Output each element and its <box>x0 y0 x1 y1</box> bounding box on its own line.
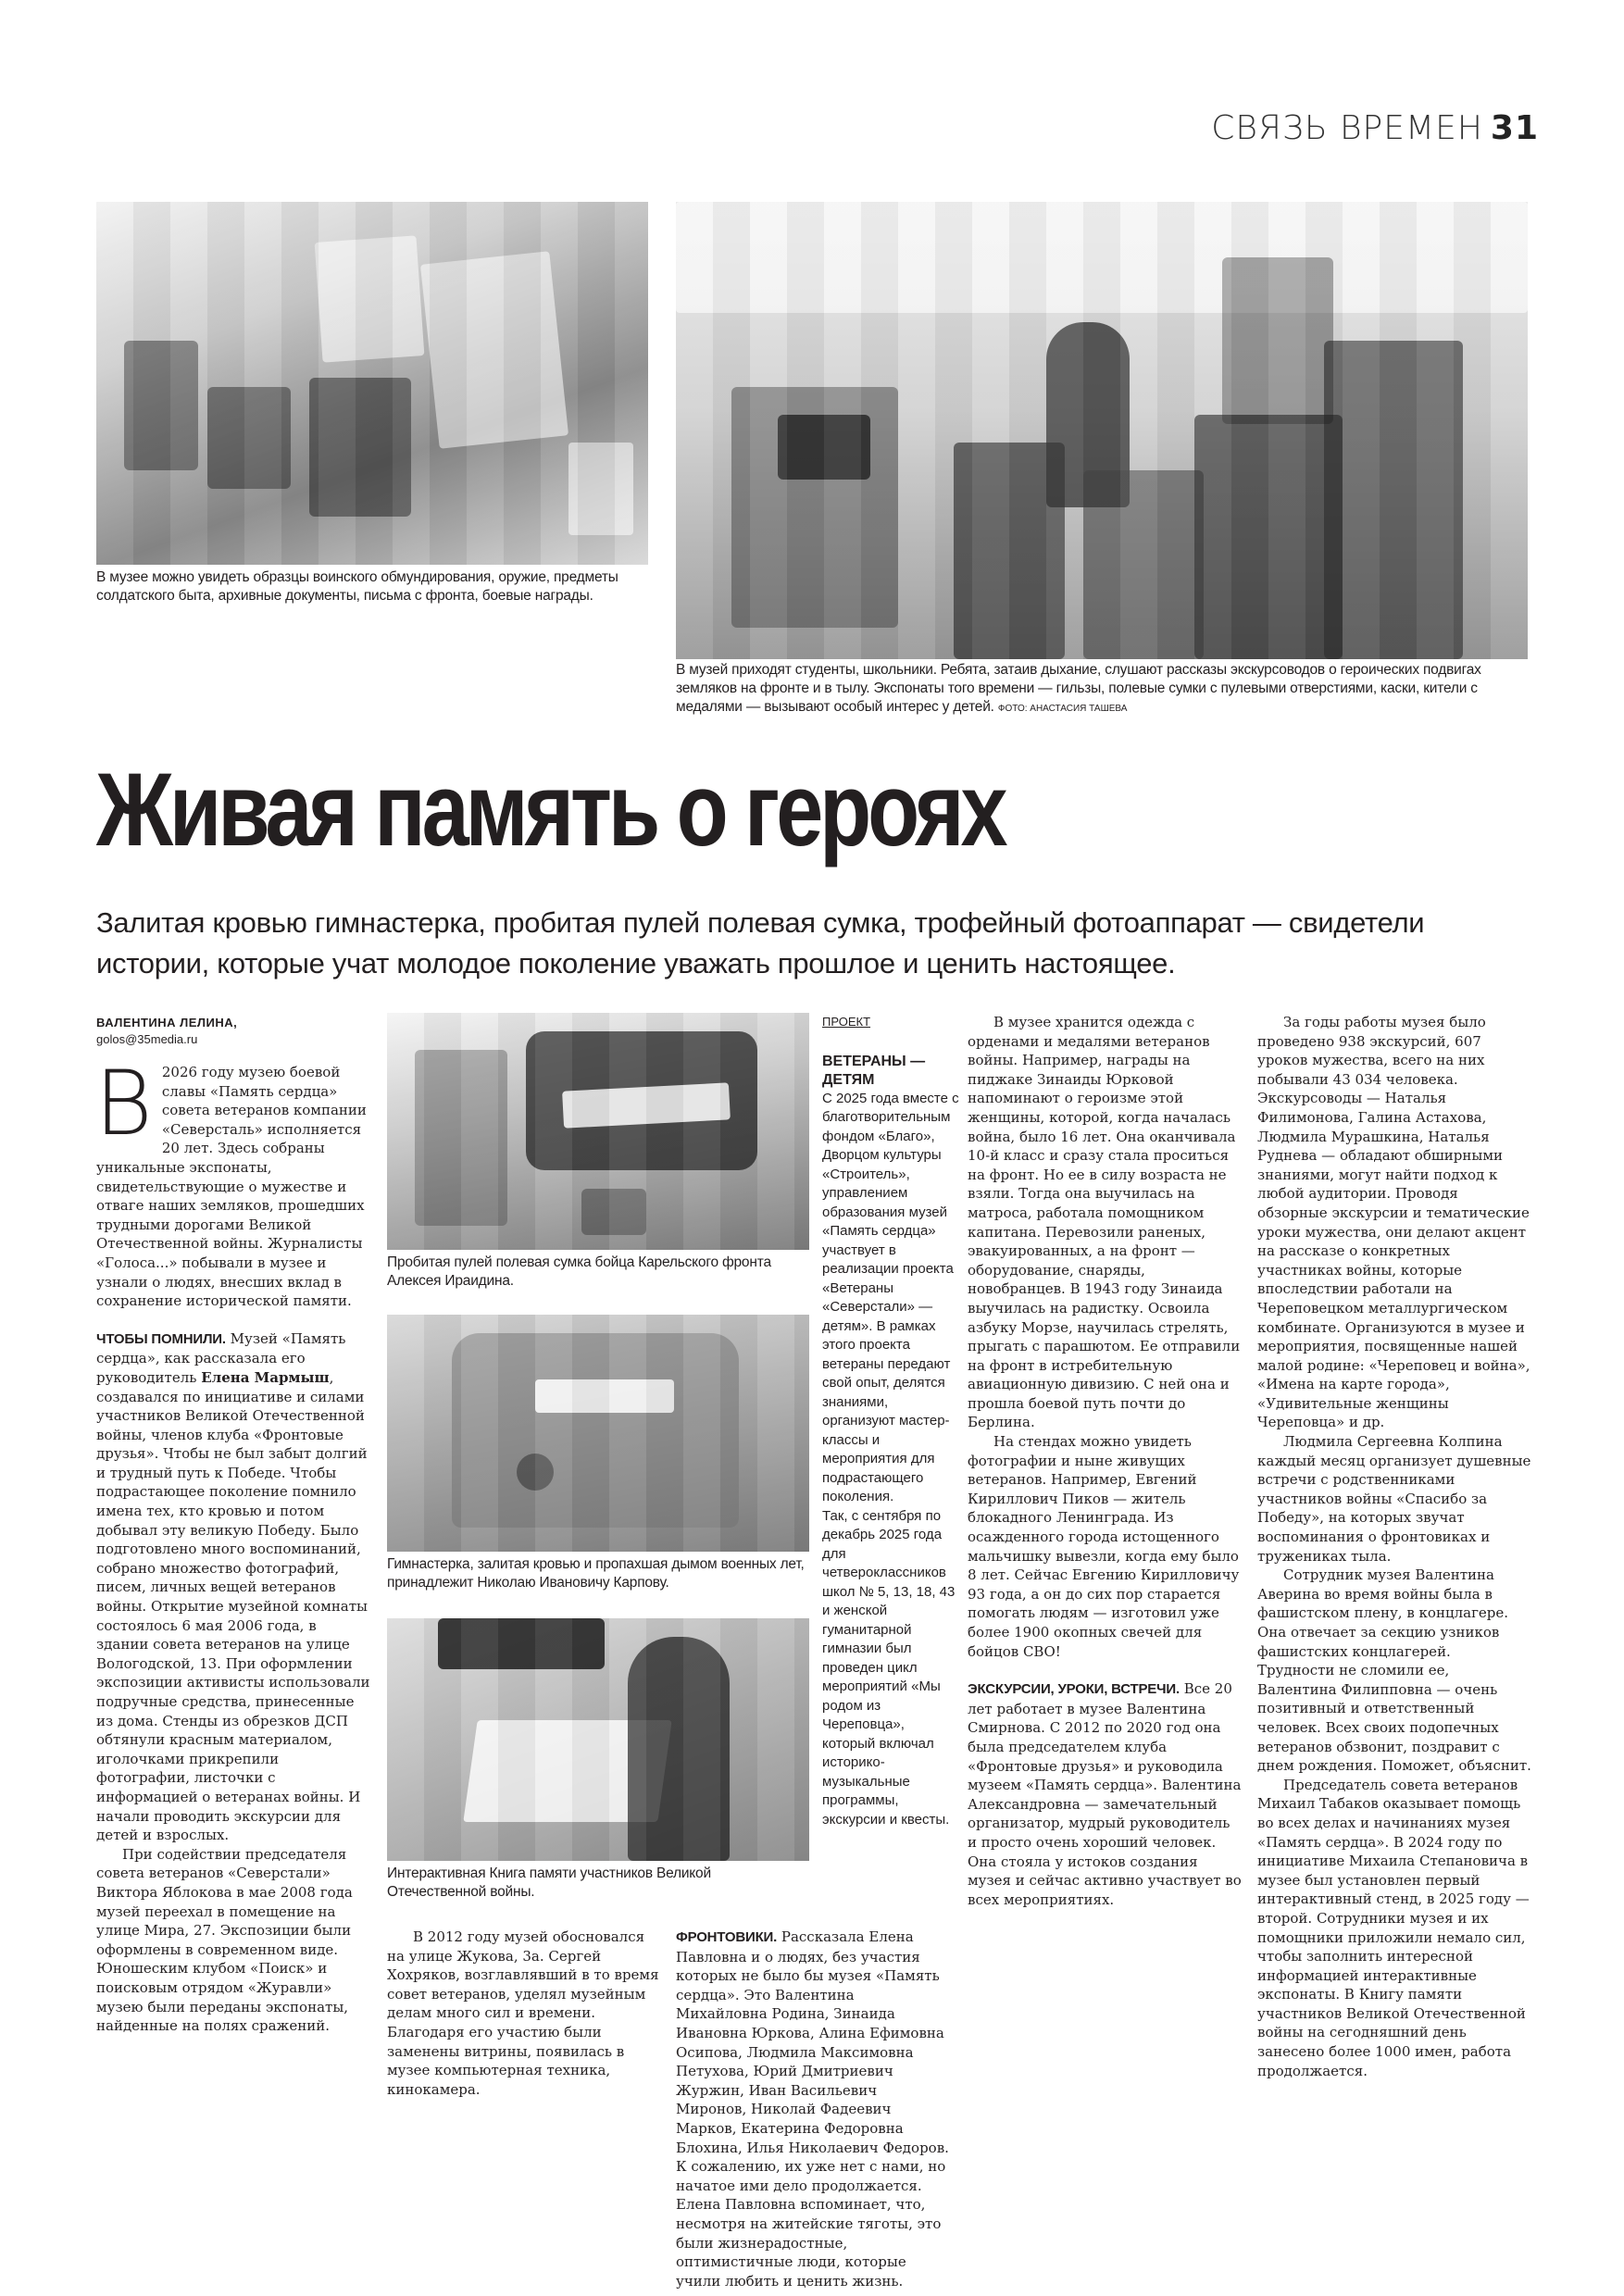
paragraph-pikov: На стендах можно увидеть фотографии и ныне живущих ветеранов. Например, Евгений Кириллович Пиков — житель блокадного Ленинграда. Из осажденного города истощенного мальчишку вывезли, когда ему было 8 лет. Сейчас Евгению Кирилловичу 93 года, а он до сих пор старается помогать людям — изготовил уже более 1900 окопных свечей для бойцов СВО! <box>968 1433 1240 1660</box>
article-column-5 <box>1257 1013 1531 2161</box>
paragraph-tabakov: Председатель совета ветеранов Михаил Табаков оказывает помощь во всех делах и начинаниях музея «Память сердца». В 2024 году по инициативе Михаила Степановича в музее был установлен первый интерактивный стенд, в 2025 году — второй. Сотрудники музея и их помощники приложили немало сил, чтобы заполнить интересной информацией интерактивные экспонаты. В Книгу памяти участников Великой Отечественной войны на сегодняшний день занесено более 1000 имен, работа продолжается. <box>1257 1776 1530 2079</box>
article-column-3-bottom <box>676 1928 950 2290</box>
paragraph-statistics: За годы работы музея было проведено 938 экскурсий, 607 уроков мужества, всего на них побывали 43 034 человека. Экскурсоводы — Наталья Филимонова, Галина Астахова, Людмила Мурашкина, Наталья Руднева — обладают обширными знаниями, могут найти подход к любой аудитории. Проводя обзорные экскурсии и тематические уроки мужества, они делают акцент на рассказе о конкретных участниках войны, которые впоследствии работали на Череповецком металлургическом комбинате. Организуются в музее и мероприятия, посвященные нашей малой родине: «Череповец и война», «Имена на карте города», «Удивительные женщины Череповца» и др. <box>1257 1014 1530 1431</box>
sidebar-project <box>822 1013 961 1829</box>
sidebar-body-2: Так, с сентября по декабрь 2025 года для четвероклассников школ № 5, 13, 18, 43 и женской гуманитарной гимназии был проведен цикл мероприятий «Мы родом из Череповца», который включал историко-музыкальные программы, экскурсии и квесты. <box>822 1507 956 1828</box>
section-chtoby-pomnili: ЧТОБЫ ПОМНИЛИ. Музей «Память сердца», как рассказала его руководитель Елена Мармыш, создавался по инициативе и силами участников Великой Отечественной войны, членов клуба «Фронтовые друзья». Чтобы не был забыт долгий и трудный путь к Победе. Чтобы подрастающее поколение помнило имена тех, кто кровью и потом добывал эту великую Победу. Было подготовлено много воспоминаний, собрано множество фотографий, писем, личных вещей ветеранов войны. Открытие музейной комнаты состоялось 6 мая 2006 года, в здании совета ветеранов на улице Вологодской, 13. При оформлении экспозиции активисты использовали подручные средства, принесенные из дома. Стенды из обрезков ДСП обтянули красным материалом, иголочками прикрепили фотографии, листочки с информацией о ветеранах войны. И начали проводить экскурсии для детей и взрослых. <box>96 1329 370 1844</box>
paragraph-2012: В 2012 году музей обосновался на улице Жукова, 3а. Сергей Хохряков, возглавлявший в то время совет ветеранов, уделял музейным делам много сил и времени. Благодаря его участию были заменены витрины, появилась в музее компьютерная техника, кинокамера. <box>387 1928 659 2098</box>
intro-paragraph: В 2026 году музею боевой славы «Память сердца» совета ветеранов компании «Северсталь» исполняется 20 лет. Здесь собраны уникальные экспонаты, свидетельствующие о мужестве и отваге наших земляков, прошедших трудными дорогами Великой Отечественной войны. Журналисты «Голоса...» побывали в музее и узнали о людях, внесших вклад в сохранение исторической памяти. <box>94 1052 367 1310</box>
section-title: СВЯЗЬ ВРЕМЕН <box>1211 109 1483 147</box>
section-frontoviki-start: ФРОНТОВИКИ. Рассказала Елена Павловна и о людях, без участия которых не было бы музея «Память сердца». Это Валентина Михайловна Родина, Зинаида Ивановна Юркова, Алина Ефимовна Осипова, Людмила Максимовна Петухова, Юрий Дмитриевич Журжин, Иван Васильевич Миронов, Николай Фадеевич Марков, Екатерина Федоровна Блохина, Илья Николаевич Федоров. К сожалению, их уже нет с нами, но начатое ими дело продолжается. Елена Павловна вспоминает, что, несмотря на житейские тяготы, это были жизнерадостные, оптимистичные люди, которые учили любить и ценить жизнь. <box>676 1928 949 2290</box>
caption-interactive-stand: Интерактивная Книга памяти участников Великой Отечественной войны. <box>387 1866 711 1900</box>
section-rubric <box>1211 109 1539 147</box>
subhead-frontoviki: ФРОНТОВИКИ. <box>676 1929 778 1945</box>
photo-credit: ФОТО: АНАСТАСИЯ ТАШЕВА <box>997 704 1128 714</box>
sidebar-kicker: ПРОЕКТ <box>822 1015 871 1029</box>
sidebar-body: С 2025 года вместе с благотворительным фондом «Благо», Дворцом культуры «Строитель», управлением образования музей «Память сердца» участвует в реализации проекта «Ветераны «Северстали» — детям». В рамках этого проекта ветераны передают свой опыт, делятся знаниями, организуют мастер-классы и мероприятия для подрастающего поколения. <box>822 1090 959 1504</box>
paragraph-averina: Сотрудник музея Валентина Аверина во время войны была в фашистском плену, в концлагере. Она отвечает за секцию узников фашистских концлагерей. Трудности не сломили ее, Валентина Филипповна — очень позитивный и ответственный человек. Всех своих подопечных ветеранов обзвонит, поздравит с днем рождения. Поможет, объяснит. <box>1257 1566 1531 1775</box>
article-column-1 <box>94 1052 370 2036</box>
paragraph-kolpina: Людмила Сергеевна Колпина каждый месяц организует душевные встречи с родственниками участников войны «Спасибо за Победу», на которых звучат воспоминания о фронтовиках и тружениках тыла. <box>1257 1433 1531 1565</box>
author-name: ВАЛЕНТИНА ЛЕЛИНА, <box>96 1016 238 1029</box>
photo-display-case <box>96 202 648 565</box>
subhead-excursions: ЭКСКУРСИИ, УРОКИ, ВСТРЕЧИ. <box>968 1681 1180 1698</box>
headline: Живая память о героях <box>96 752 1005 867</box>
byline <box>96 1015 237 1048</box>
subhead-chtoby-pomnili: ЧТОБЫ ПОМНИЛИ. <box>96 1330 226 1347</box>
caption-field-bag: Пробитая пулей полевая сумка бойца Карельского фронта Алексея Ираидина. <box>387 1254 771 1289</box>
page-number: 31 <box>1490 109 1539 147</box>
photo-interactive-stand <box>387 1618 809 1861</box>
caption-display-case: В музее можно увидеть образцы воинского обмундирования, оружие, предметы солдатского быта, архивные документы, письма с фронта, боевые награды. <box>96 569 618 604</box>
sidebar-title: ВЕТЕРАНЫ — ДЕТЯМ <box>822 1053 926 1088</box>
section-excursions: ЭКСКУРСИИ, УРОКИ, ВСТРЕЧИ. Все 20 лет работает в музее Валентина Смирнова. С 2012 по 2020 год она была председателем клуба «Фронтовые друзья» и руководила музеем «Память сердца». Валентина Александровна — замечательный организатор, мудрый руководитель и просто очень хороший человек. Она стояла у истоков создания музея и сейчас активно участвует во всех мероприятиях. <box>968 1680 1242 1908</box>
dropcap: В <box>94 1052 153 1155</box>
photo-tunic <box>387 1315 809 1552</box>
author-email[interactable]: golos@35media.ru <box>96 1032 198 1046</box>
caption-museum-visitors: В музей приходят студенты, школьники. Ребята, затаив дыхание, слушают рассказы экскурсоводов о героических подвигах земляков на фронте и в тылу. Экспонаты того времени — гильзы, полевые сумки с пулевыми отверстиями, каски, кители с медалями — вызывают особый интерес у детей. ФОТО: АНАСТАСИЯ ТАШЕВА <box>676 662 1481 715</box>
paragraph-zinaida: В музее хранится одежда с орденами и медалями ветеранов войны. Например, награды на пиджаке Зинаиды Юрковой напоминают о героизме этой женщины, которой, когда началась война, было 16 лет. Она оканчивала 10-й класс и сразу стала проситься на фронт. Но ее в силу возраста не взяли. Тогда она выучилась на матроса, работала помощником капитана. Перевозили раненых, эвакуированных, а на фронт — оборудование, снаряды, новобранцев. В 1943 году Зинаида выучилась на радистку. Освоила азбуку Морзе, научилась стрелять, прыгать с парашютом. Ее отправили на фронт в истребительную авиационную дивизию. С ней она и прошла боевой путь почти до Берлина. <box>968 1014 1241 1431</box>
photo-field-bag <box>387 1013 809 1250</box>
caption-tunic: Гимнастерка, залитая кровью и пропахшая дымом военных лет, принадлежит Николаю Ивановичу Карпову. <box>387 1556 805 1591</box>
paragraph-2008-move: При содействии председателя совета ветеранов «Северстали» Виктора Яблокова в мае 2008 года музей переехал в помещение на улице Мира, 27. Экспозиции были оформлены в современном виде. Юношеским клубом «Поиск» и поисковым отрядом «Журавли» музею были переданы экспонаты, найденные на полях сражений. <box>96 1845 353 2035</box>
photo-museum-visitors <box>676 202 1528 659</box>
article-column-4 <box>968 1013 1242 2161</box>
lead-paragraph: Залитая кровью гимнастерка, пробитая пулей полевая сумка, трофейный фотоаппарат — свидетели истории, которые учат молодое поколение уважать прошлое и ценить настоящее. <box>96 906 1425 980</box>
article-column-2 <box>387 1928 661 2099</box>
